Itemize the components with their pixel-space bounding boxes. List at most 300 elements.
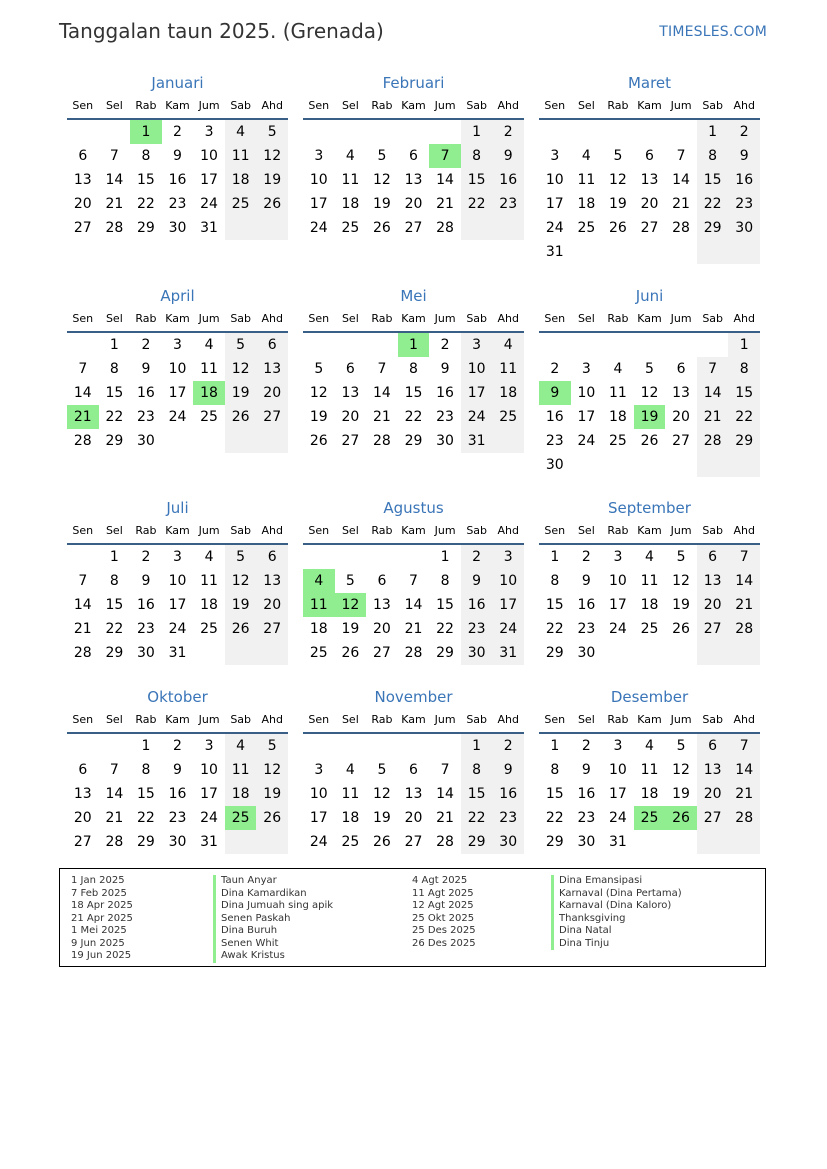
day-cell[interactable]: 10 — [609, 573, 627, 589]
day-cell[interactable]: 26 — [373, 220, 391, 236]
day-cell[interactable]: 30 — [577, 645, 596, 661]
day-cell[interactable]: 16 — [137, 385, 155, 401]
day-cell[interactable]: 30 — [436, 433, 454, 449]
day-cell[interactable]: 2 — [440, 337, 450, 353]
day-cell[interactable]: 6 — [256, 333, 288, 357]
day-cell[interactable]: 5 — [314, 361, 324, 377]
day-cell[interactable]: 25 — [634, 806, 666, 830]
day-cell[interactable]: 15 — [436, 597, 454, 613]
day-cell[interactable]: 31 — [492, 641, 524, 665]
day-cell[interactable]: 27 — [73, 220, 92, 236]
day-cell[interactable]: 27 — [672, 433, 690, 449]
day-cell[interactable]: 23 — [492, 806, 524, 830]
day-cell[interactable]: 3 — [550, 148, 560, 164]
day-cell[interactable]: 1 — [461, 734, 493, 758]
day-cell[interactable]: 25 — [200, 409, 218, 425]
day-cell[interactable]: 18 — [309, 621, 328, 637]
day-cell[interactable]: 24 — [492, 617, 524, 641]
day-cell[interactable]: 26 — [609, 220, 627, 236]
day-cell[interactable]: 16 — [728, 168, 760, 192]
day-cell[interactable]: 3 — [204, 124, 214, 140]
day-cell[interactable]: 28 — [373, 433, 391, 449]
day-cell[interactable]: 23 — [137, 409, 155, 425]
day-cell[interactable]: 28 — [105, 220, 124, 236]
day-cell[interactable]: 23 — [168, 810, 187, 826]
day-cell[interactable]: 22 — [105, 621, 124, 637]
day-cell[interactable]: 20 — [697, 593, 729, 617]
day-cell[interactable]: 14 — [672, 172, 690, 188]
day-cell[interactable]: 14 — [728, 569, 760, 593]
day-cell[interactable]: 12 — [225, 569, 257, 593]
day-cell[interactable]: 18 — [492, 381, 524, 405]
day-cell[interactable]: 10 — [200, 762, 218, 778]
day-cell[interactable]: 25 — [309, 645, 328, 661]
day-cell[interactable]: 8 — [461, 758, 493, 782]
day-cell[interactable]: 5 — [613, 148, 623, 164]
day-cell[interactable]: 22 — [728, 405, 760, 429]
day-cell[interactable]: 20 — [404, 810, 423, 826]
day-cell[interactable]: 13 — [341, 385, 360, 401]
day-cell[interactable]: 2 — [492, 734, 524, 758]
day-cell[interactable]: 1 — [109, 337, 119, 353]
day-cell[interactable]: 20 — [672, 409, 690, 425]
day-cell[interactable]: 8 — [141, 762, 151, 778]
day-cell[interactable]: 18 — [193, 381, 225, 405]
day-cell[interactable]: 31 — [545, 244, 564, 260]
day-cell[interactable]: 21 — [728, 593, 760, 617]
day-cell[interactable]: 9 — [461, 569, 493, 593]
day-cell[interactable]: 15 — [137, 786, 155, 802]
day-cell[interactable]: 11 — [200, 361, 218, 377]
day-cell[interactable]: 1 — [141, 738, 151, 754]
day-cell[interactable]: 23 — [436, 409, 454, 425]
day-cell[interactable]: 3 — [173, 337, 182, 353]
day-cell[interactable]: 9 — [173, 762, 182, 778]
day-cell[interactable]: 17 — [545, 196, 564, 212]
day-cell[interactable]: 11 — [341, 786, 360, 802]
day-cell[interactable]: 19 — [609, 196, 627, 212]
day-cell[interactable]: 7 — [109, 762, 119, 778]
day-cell[interactable]: 5 — [676, 549, 686, 565]
day-cell[interactable]: 10 — [309, 172, 328, 188]
day-cell[interactable]: 27 — [256, 617, 288, 641]
day-cell[interactable]: 10 — [577, 385, 596, 401]
day-cell[interactable]: 16 — [577, 786, 596, 802]
day-cell[interactable]: 26 — [672, 621, 690, 637]
day-cell[interactable]: 16 — [461, 593, 493, 617]
day-cell[interactable]: 13 — [672, 385, 690, 401]
day-cell[interactable]: 19 — [256, 782, 288, 806]
day-cell[interactable]: 17 — [461, 381, 493, 405]
day-cell[interactable]: 7 — [697, 357, 729, 381]
day-cell[interactable]: 6 — [377, 573, 387, 589]
day-cell[interactable]: 4 — [492, 333, 524, 357]
day-cell[interactable]: 1 — [728, 333, 760, 357]
day-cell[interactable]: 19 — [672, 786, 690, 802]
day-cell[interactable]: 10 — [168, 361, 187, 377]
day-cell[interactable]: 24 — [168, 621, 187, 637]
day-cell[interactable]: 4 — [225, 734, 257, 758]
day-cell[interactable]: 13 — [404, 172, 423, 188]
day-cell[interactable]: 31 — [200, 834, 218, 850]
day-cell[interactable]: 1 — [440, 549, 450, 565]
day-cell[interactable]: 30 — [137, 433, 155, 449]
day-cell[interactable]: 4 — [345, 762, 355, 778]
day-cell[interactable]: 3 — [314, 762, 324, 778]
day-cell[interactable]: 5 — [345, 573, 355, 589]
day-cell[interactable]: 9 — [492, 758, 524, 782]
day-cell[interactable]: 19 — [225, 381, 257, 405]
day-cell[interactable]: 26 — [373, 834, 391, 850]
day-cell[interactable]: 21 — [404, 621, 423, 637]
day-cell[interactable]: 2 — [141, 337, 151, 353]
day-cell[interactable]: 3 — [173, 549, 182, 565]
day-cell[interactable]: 14 — [105, 172, 124, 188]
day-cell[interactable]: 11 — [200, 573, 218, 589]
day-cell[interactable]: 5 — [225, 333, 257, 357]
day-cell[interactable]: 11 — [609, 385, 627, 401]
day-cell[interactable]: 19 — [672, 597, 690, 613]
day-cell[interactable]: 8 — [728, 357, 760, 381]
day-cell[interactable]: 21 — [105, 810, 124, 826]
day-cell[interactable]: 29 — [545, 645, 564, 661]
day-cell[interactable]: 4 — [204, 337, 214, 353]
day-cell[interactable]: 22 — [404, 409, 423, 425]
day-cell[interactable]: 12 — [373, 172, 391, 188]
day-cell[interactable]: 2 — [173, 738, 182, 754]
day-cell[interactable]: 15 — [105, 597, 124, 613]
day-cell[interactable]: 7 — [728, 734, 760, 758]
day-cell[interactable]: 27 — [404, 220, 423, 236]
day-cell[interactable]: 9 — [581, 573, 591, 589]
day-cell[interactable]: 27 — [697, 806, 729, 830]
day-cell[interactable]: 2 — [141, 549, 151, 565]
day-cell[interactable]: 13 — [256, 357, 288, 381]
day-cell[interactable]: 23 — [577, 621, 596, 637]
day-cell[interactable]: 30 — [168, 220, 187, 236]
day-cell[interactable]: 28 — [697, 429, 729, 453]
day-cell[interactable]: 30 — [137, 645, 155, 661]
day-cell[interactable]: 18 — [200, 597, 218, 613]
day-cell[interactable]: 22 — [137, 196, 155, 212]
day-cell[interactable]: 20 — [256, 593, 288, 617]
day-cell[interactable]: 2 — [581, 738, 591, 754]
day-cell[interactable]: 23 — [728, 192, 760, 216]
day-cell[interactable]: 29 — [436, 645, 454, 661]
day-cell[interactable]: 20 — [341, 409, 360, 425]
day-cell[interactable]: 6 — [78, 762, 88, 778]
day-cell[interactable]: 9 — [440, 361, 450, 377]
day-cell[interactable]: 21 — [373, 409, 391, 425]
day-cell[interactable]: 12 — [256, 144, 288, 168]
day-cell[interactable]: 26 — [309, 433, 328, 449]
day-cell[interactable]: 14 — [436, 786, 454, 802]
day-cell[interactable]: 10 — [609, 762, 627, 778]
day-cell[interactable]: 8 — [697, 144, 729, 168]
day-cell[interactable]: 24 — [200, 810, 218, 826]
day-cell[interactable]: 8 — [109, 573, 119, 589]
day-cell[interactable]: 8 — [141, 148, 151, 164]
day-cell[interactable]: 30 — [168, 834, 187, 850]
day-cell[interactable]: 18 — [609, 409, 627, 425]
day-cell[interactable]: 24 — [200, 196, 218, 212]
day-cell[interactable]: 6 — [345, 361, 355, 377]
day-cell[interactable]: 23 — [168, 196, 187, 212]
day-cell[interactable]: 8 — [409, 361, 418, 377]
day-cell[interactable]: 5 — [225, 545, 257, 569]
day-cell[interactable]: 15 — [545, 786, 564, 802]
day-cell[interactable]: 12 — [672, 573, 690, 589]
day-cell[interactable]: 22 — [105, 409, 124, 425]
day-cell[interactable]: 7 — [409, 573, 418, 589]
day-cell[interactable]: 4 — [225, 120, 257, 144]
day-cell[interactable]: 14 — [73, 597, 92, 613]
day-cell[interactable]: 24 — [168, 409, 187, 425]
day-cell[interactable]: 1 — [550, 549, 560, 565]
day-cell[interactable]: 25 — [341, 834, 360, 850]
day-cell[interactable]: 14 — [728, 758, 760, 782]
day-cell[interactable]: 6 — [409, 762, 418, 778]
day-cell[interactable]: 18 — [225, 168, 257, 192]
day-cell[interactable]: 5 — [256, 120, 288, 144]
day-cell[interactable]: 11 — [492, 357, 524, 381]
day-cell[interactable]: 20 — [640, 196, 659, 212]
day-cell[interactable]: 9 — [492, 144, 524, 168]
day-cell[interactable]: 20 — [697, 782, 729, 806]
day-cell[interactable]: 2 — [173, 124, 182, 140]
day-cell[interactable]: 28 — [672, 220, 690, 236]
day-cell[interactable]: 27 — [373, 645, 391, 661]
day-cell[interactable]: 21 — [105, 196, 124, 212]
day-cell[interactable]: 21 — [436, 810, 454, 826]
day-cell[interactable]: 6 — [697, 734, 729, 758]
day-cell[interactable]: 4 — [645, 549, 654, 565]
day-cell[interactable]: 16 — [436, 385, 454, 401]
day-cell[interactable]: 4 — [303, 569, 335, 593]
day-cell[interactable]: 23 — [577, 810, 596, 826]
day-cell[interactable]: 5 — [377, 762, 387, 778]
day-cell[interactable]: 7 — [109, 148, 119, 164]
day-cell[interactable]: 17 — [609, 597, 627, 613]
day-cell[interactable]: 3 — [613, 738, 623, 754]
day-cell[interactable]: 21 — [67, 405, 99, 429]
day-cell[interactable]: 16 — [545, 409, 564, 425]
day-cell[interactable]: 25 — [225, 806, 257, 830]
day-cell[interactable]: 19 — [373, 196, 391, 212]
day-cell[interactable]: 8 — [440, 573, 450, 589]
day-cell[interactable]: 11 — [640, 762, 659, 778]
day-cell[interactable]: 18 — [341, 810, 360, 826]
day-cell[interactable]: 28 — [105, 834, 124, 850]
day-cell[interactable]: 28 — [728, 806, 760, 830]
day-cell[interactable]: 14 — [697, 381, 729, 405]
day-cell[interactable]: 28 — [436, 834, 454, 850]
day-cell[interactable]: 27 — [256, 405, 288, 429]
day-cell[interactable]: 23 — [545, 433, 564, 449]
day-cell[interactable]: 29 — [461, 830, 493, 854]
day-cell[interactable]: 29 — [697, 216, 729, 240]
day-cell[interactable]: 6 — [256, 545, 288, 569]
day-cell[interactable]: 17 — [200, 172, 218, 188]
day-cell[interactable]: 2 — [492, 120, 524, 144]
day-cell[interactable]: 12 — [640, 385, 659, 401]
day-cell[interactable]: 25 — [577, 220, 596, 236]
day-cell[interactable]: 13 — [697, 569, 729, 593]
day-cell[interactable]: 14 — [404, 597, 423, 613]
day-cell[interactable]: 15 — [697, 168, 729, 192]
day-cell[interactable]: 13 — [697, 758, 729, 782]
day-cell[interactable]: 6 — [78, 148, 88, 164]
day-cell[interactable]: 5 — [377, 148, 387, 164]
day-cell[interactable]: 6 — [409, 148, 418, 164]
day-cell[interactable]: 16 — [168, 786, 187, 802]
day-cell[interactable]: 12 — [256, 758, 288, 782]
day-cell[interactable]: 2 — [461, 545, 493, 569]
day-cell[interactable]: 21 — [672, 196, 690, 212]
day-cell[interactable]: 21 — [697, 405, 729, 429]
day-cell[interactable]: 1 — [398, 333, 430, 357]
day-cell[interactable]: 22 — [545, 810, 564, 826]
day-cell[interactable]: 19 — [225, 593, 257, 617]
day-cell[interactable]: 14 — [373, 385, 391, 401]
day-cell[interactable]: 12 — [609, 172, 627, 188]
day-cell[interactable]: 30 — [545, 457, 564, 473]
day-cell[interactable]: 22 — [461, 192, 493, 216]
day-cell[interactable]: 26 — [256, 806, 288, 830]
day-cell[interactable]: 13 — [256, 569, 288, 593]
day-cell[interactable]: 10 — [168, 573, 187, 589]
day-cell[interactable]: 12 — [225, 357, 257, 381]
day-cell[interactable]: 25 — [225, 192, 257, 216]
day-cell[interactable]: 28 — [436, 220, 454, 236]
day-cell[interactable]: 11 — [341, 172, 360, 188]
day-cell[interactable]: 26 — [665, 806, 697, 830]
day-cell[interactable]: 21 — [73, 621, 92, 637]
day-cell[interactable]: 23 — [461, 617, 493, 641]
day-cell[interactable]: 11 — [225, 758, 257, 782]
day-cell[interactable]: 24 — [461, 405, 493, 429]
day-cell[interactable]: 28 — [73, 645, 92, 661]
day-cell[interactable]: 31 — [168, 645, 187, 661]
day-cell[interactable]: 4 — [345, 148, 355, 164]
day-cell[interactable]: 6 — [676, 361, 686, 377]
day-cell[interactable]: 17 — [309, 810, 328, 826]
day-cell[interactable]: 17 — [609, 786, 627, 802]
day-cell[interactable]: 27 — [404, 834, 423, 850]
day-cell[interactable]: 9 — [141, 361, 151, 377]
day-cell[interactable]: 13 — [640, 172, 659, 188]
day-cell[interactable]: 24 — [545, 220, 564, 236]
day-cell[interactable]: 15 — [404, 385, 423, 401]
day-cell[interactable]: 23 — [137, 621, 155, 637]
day-cell[interactable]: 12 — [373, 786, 391, 802]
day-cell[interactable]: 15 — [545, 597, 564, 613]
day-cell[interactable]: 12 — [309, 385, 328, 401]
day-cell[interactable]: 7 — [440, 762, 450, 778]
brand-link[interactable]: TIMESLES.COM — [659, 24, 767, 40]
day-cell[interactable]: 29 — [137, 220, 155, 236]
day-cell[interactable]: 26 — [640, 433, 659, 449]
day-cell[interactable]: 16 — [492, 782, 524, 806]
day-cell[interactable]: 30 — [461, 641, 493, 665]
day-cell[interactable]: 4 — [613, 361, 623, 377]
day-cell[interactable]: 11 — [225, 144, 257, 168]
day-cell[interactable]: 5 — [676, 738, 686, 754]
day-cell[interactable]: 8 — [550, 762, 560, 778]
day-cell[interactable]: 8 — [461, 144, 493, 168]
day-cell[interactable]: 16 — [168, 172, 187, 188]
day-cell[interactable]: 31 — [609, 834, 627, 850]
day-cell[interactable]: 27 — [341, 433, 360, 449]
day-cell[interactable]: 2 — [581, 549, 591, 565]
day-cell[interactable]: 1 — [697, 120, 729, 144]
day-cell[interactable]: 20 — [256, 381, 288, 405]
day-cell[interactable]: 13 — [73, 172, 92, 188]
day-cell[interactable]: 10 — [309, 786, 328, 802]
day-cell[interactable]: 15 — [728, 381, 760, 405]
day-cell[interactable]: 27 — [73, 834, 92, 850]
day-cell[interactable]: 8 — [550, 573, 560, 589]
day-cell[interactable]: 3 — [492, 545, 524, 569]
day-cell[interactable]: 29 — [105, 645, 124, 661]
day-cell[interactable]: 22 — [436, 621, 454, 637]
day-cell[interactable]: 6 — [645, 148, 654, 164]
day-cell[interactable]: 31 — [461, 429, 493, 453]
day-cell[interactable]: 17 — [492, 593, 524, 617]
day-cell[interactable]: 1 — [461, 120, 493, 144]
day-cell[interactable]: 29 — [137, 834, 155, 850]
day-cell[interactable]: 9 — [581, 762, 591, 778]
day-cell[interactable]: 30 — [728, 216, 760, 240]
day-cell[interactable]: 28 — [404, 645, 423, 661]
day-cell[interactable]: 20 — [373, 621, 391, 637]
day-cell[interactable]: 18 — [341, 196, 360, 212]
day-cell[interactable]: 1 — [130, 120, 162, 144]
day-cell[interactable]: 18 — [640, 597, 659, 613]
day-cell[interactable]: 4 — [204, 549, 214, 565]
day-cell[interactable]: 25 — [200, 621, 218, 637]
day-cell[interactable]: 13 — [73, 786, 92, 802]
day-cell[interactable]: 26 — [225, 405, 257, 429]
day-cell[interactable]: 9 — [539, 381, 571, 405]
day-cell[interactable]: 7 — [377, 361, 387, 377]
day-cell[interactable]: 10 — [200, 148, 218, 164]
day-cell[interactable]: 21 — [728, 782, 760, 806]
day-cell[interactable]: 11 — [640, 573, 659, 589]
day-cell[interactable]: 26 — [341, 645, 360, 661]
day-cell[interactable]: 1 — [109, 549, 119, 565]
day-cell[interactable]: 16 — [137, 597, 155, 613]
day-cell[interactable]: 4 — [645, 738, 654, 754]
day-cell[interactable]: 14 — [436, 172, 454, 188]
day-cell[interactable]: 9 — [728, 144, 760, 168]
day-cell[interactable]: 19 — [341, 621, 360, 637]
day-cell[interactable]: 7 — [728, 545, 760, 569]
day-cell[interactable]: 7 — [429, 144, 461, 168]
day-cell[interactable]: 16 — [577, 597, 596, 613]
day-cell[interactable]: 29 — [728, 429, 760, 453]
day-cell[interactable]: 20 — [73, 810, 92, 826]
day-cell[interactable]: 16 — [492, 168, 524, 192]
day-cell[interactable]: 12 — [672, 762, 690, 778]
day-cell[interactable]: 2 — [728, 120, 760, 144]
day-cell[interactable]: 3 — [581, 361, 591, 377]
day-cell[interactable]: 26 — [225, 617, 257, 641]
day-cell[interactable]: 29 — [404, 433, 423, 449]
day-cell[interactable]: 7 — [78, 361, 88, 377]
day-cell[interactable]: 28 — [73, 433, 92, 449]
day-cell[interactable]: 10 — [545, 172, 564, 188]
